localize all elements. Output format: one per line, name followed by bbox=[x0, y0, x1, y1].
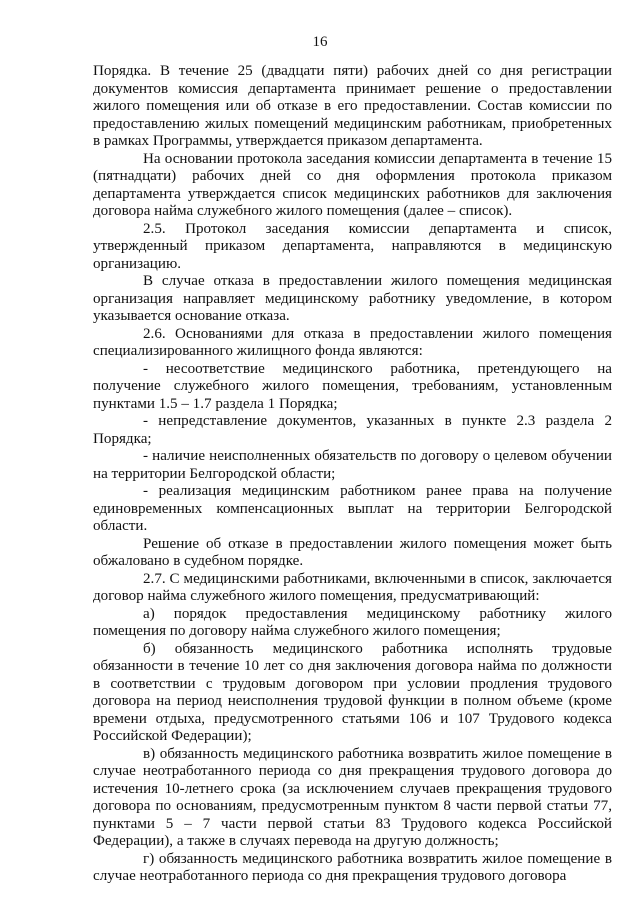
document-body bbox=[93, 63, 612, 886]
paragraph-continuation: Порядка. В течение 25 (двадцати пяти) рабочих дней со дня регистрации документов комиссия департамента принимает решение о предоставлении жилого помещения или об отказе в его предоставлении. Состав комиссии по предоставлению жилых помещений медицинским работникам, приобретенных в рамках Программы, утверждается приказом департамента. bbox=[93, 63, 612, 149]
list-item-g: г) обязанность медицинского работника возвратить жилое помещение в случае неотработанного периода со дня прекращения трудового договора bbox=[93, 850, 612, 884]
page-number: 16 bbox=[312, 34, 328, 50]
list-item-no-documents: - непредставление документов, указанных в пункте 2.3 раздела 2 Порядка; bbox=[93, 413, 612, 447]
list-item-b: б) обязанность медицинского работника исполнять трудовые обязанности в течение 10 лет со дня заключения договора найма по должности в соответствии с трудовым договором при условии продления трудового договора на период неисполнения трудовой функции в полном объеме (кроме времени отдыха, предусмотренного статьями 106 и 107 Трудового кодекса Российской Федерации); bbox=[93, 640, 612, 744]
list-item-v: в) обязанность медицинского работника возвратить жилое помещение в случае неотработанного периода со дня прекращения трудового договора до истечения 10-летнего срока (за исключением случаев прекращения трудового договора по основаниям, предусмотренным пунктом 8 части первой статьи 77, пунктами 5 – 7 части первой статьи 83 Трудового кодекса Российской Федерации), а также в случаях перевода на другую должность; bbox=[93, 745, 612, 849]
paragraph-2-7: 2.7. С медицинскими работниками, включенными в список, заключается договор найма служебного жилого помещения, предусматривающий: bbox=[93, 570, 612, 604]
paragraph-appeal: Решение об отказе в предоставлении жилого помещения может быть обжаловано в судебном порядке. bbox=[93, 535, 612, 569]
paragraph-protocol: На основании протокола заседания комиссии департамента в течение 15 (пятнадцати) рабочих дней со дня оформления протокола приказом департамента утверждается список медицинских работников для заключения договора найма служебного жилого помещения (далее – список). bbox=[93, 150, 612, 219]
paragraph-2-5: 2.5. Протокол заседания комиссии департамента и список, утвержденный приказом департамента, направляются в медицинскую организацию. bbox=[93, 220, 612, 272]
list-item-a: а) порядок предоставления медицинскому работнику жилого помещения по договору найма служебного жилого помещения; bbox=[93, 605, 612, 639]
list-item-obligations: - наличие неисполненных обязательств по договору о целевом обучении на территории Белгородской области; bbox=[93, 448, 612, 482]
paragraph-2-6: 2.6. Основаниями для отказа в предоставлении жилого помещения специализированного жилищного фонда являются: bbox=[93, 325, 612, 359]
list-item-mismatch: - несоответствие медицинского работника, претендующего на получение служебного жилого помещения, требованиям, установленным пунктами 1.5 – 1.7 раздела 1 Порядка; bbox=[93, 360, 612, 412]
paragraph-refusal-notice: В случае отказа в предоставлении жилого помещения медицинская организация направляет медицинскому работнику уведомление, в котором указывается основание отказа. bbox=[93, 273, 612, 324]
list-item-prior-payments: - реализация медицинским работником ранее права на получение единовременных компенсационных выплат на территории Белгородской области. bbox=[93, 483, 612, 534]
